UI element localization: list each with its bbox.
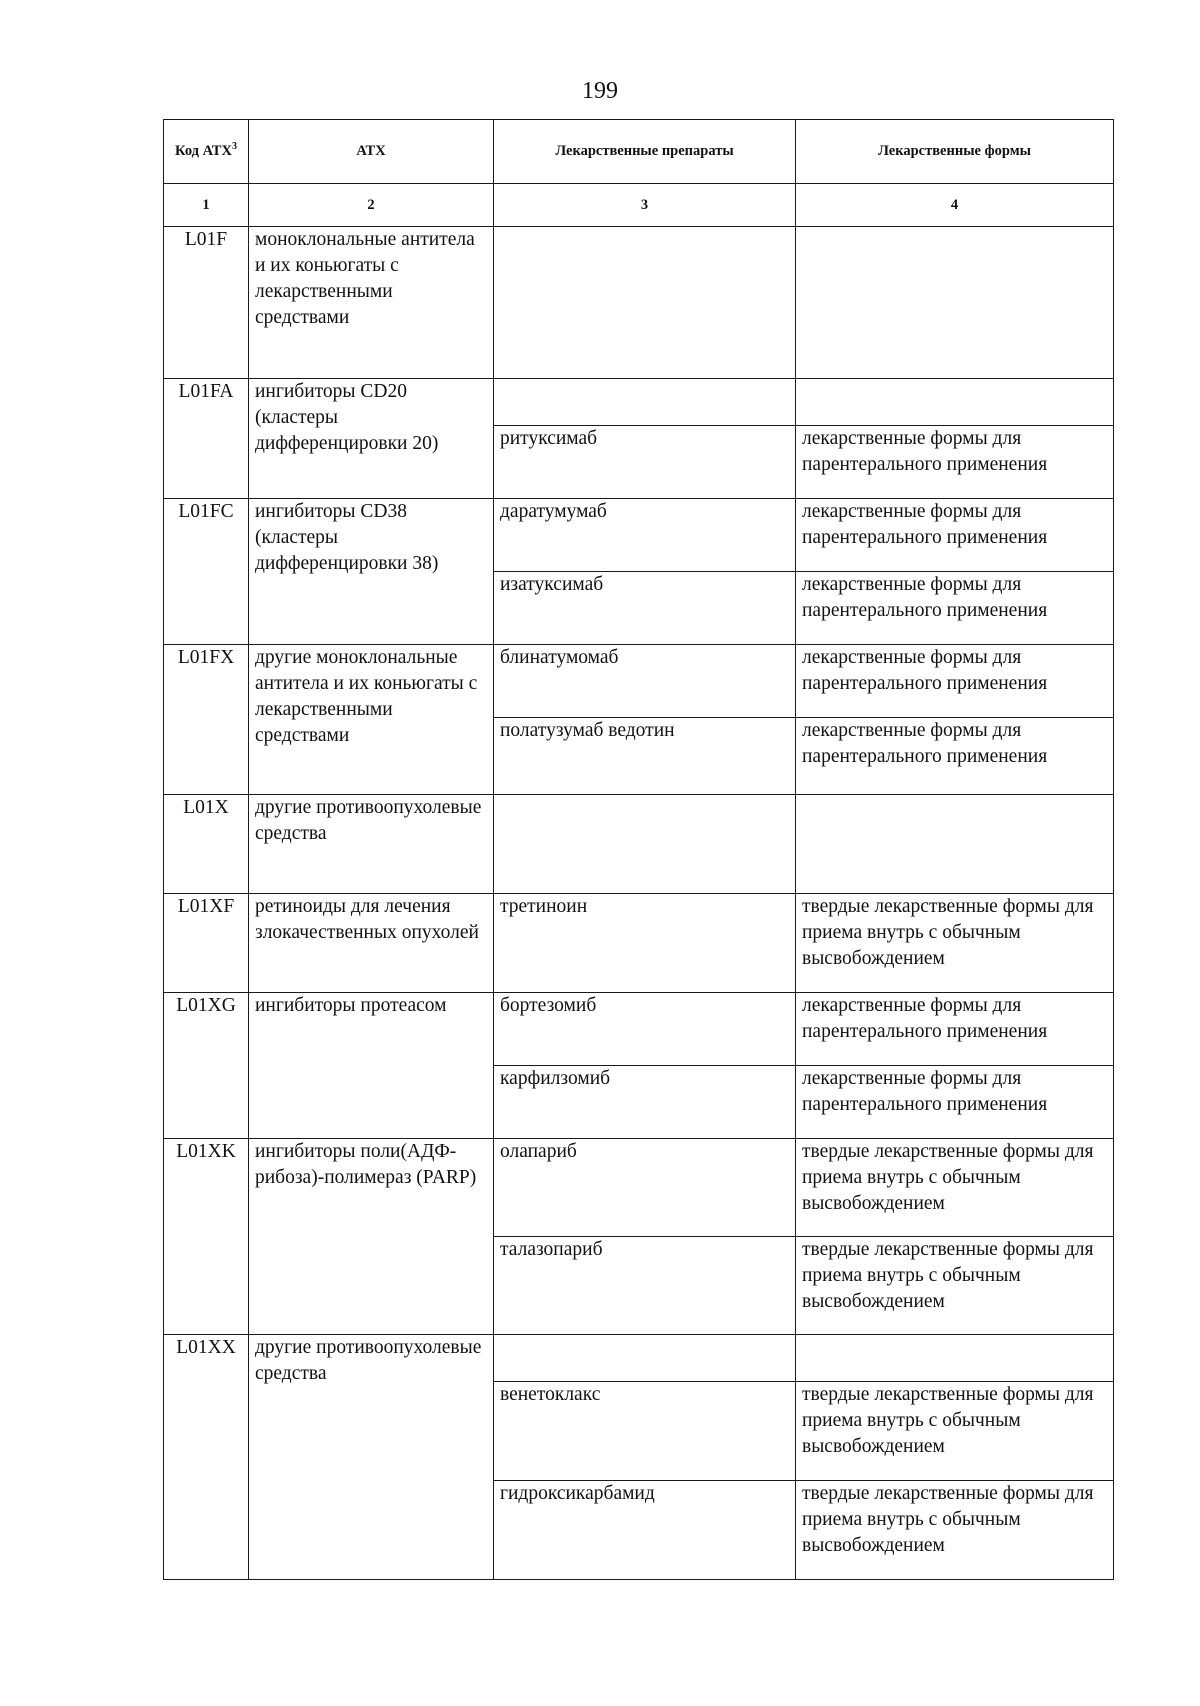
form-cell: лекарственные формы для парентерального применения (796, 499, 1114, 572)
drug-cell (494, 1335, 796, 1382)
atx-name-cell: другие моноклональные антитела и их коньюгаты с лекарственными средствами (249, 645, 494, 795)
drug-cell: ритуксимаб (494, 426, 796, 499)
header-atx: АТХ (249, 120, 494, 184)
form-cell (796, 227, 1114, 379)
form-cell: лекарственные формы для парентерального применения (796, 1066, 1114, 1139)
drug-cell (494, 227, 796, 379)
drug-cell: гидроксикарбамид (494, 1481, 796, 1580)
header-row (164, 120, 1114, 184)
drug-cell: даратумумаб (494, 499, 796, 572)
atx-name-cell: ретиноиды для лечения злокачественных опухолей (249, 894, 494, 993)
atx-code-cell: L01XK (164, 1139, 249, 1335)
table-row (164, 499, 1114, 572)
atx-code-cell: L01X (164, 795, 249, 894)
form-cell: лекарственные формы для парентерального применения (796, 645, 1114, 718)
form-cell: твердые лекарственные формы для приема внутрь с обычным высвобождением (796, 1382, 1114, 1481)
drug-cell: олапариб (494, 1139, 796, 1237)
header-code-footnote: 3 (231, 141, 237, 153)
drug-cell (494, 379, 796, 426)
page-number: 199 (582, 78, 618, 104)
drug-cell: бортезомиб (494, 993, 796, 1066)
drug-cell: изатуксимаб (494, 572, 796, 645)
atx-code-cell: L01FC (164, 499, 249, 645)
form-cell: твердые лекарственные формы для приема внутрь с обычным высвобождением (796, 1481, 1114, 1580)
header-code-text: Код АТХ (175, 143, 232, 159)
atx-table (163, 119, 1114, 1580)
form-cell: лекарственные формы для парентерального применения (796, 718, 1114, 795)
atx-name-cell: ингибиторы CD20 (кластеры дифференцировки 20) (249, 379, 494, 499)
column-number: 1 (164, 184, 249, 227)
column-number-row (164, 184, 1114, 227)
atx-code-cell: L01XG (164, 993, 249, 1139)
table-row (164, 227, 1114, 379)
drug-cell: полатузумаб ведотин (494, 718, 796, 795)
form-cell: лекарственные формы для парентерального применения (796, 572, 1114, 645)
table-row (164, 795, 1114, 894)
atx-name-cell: ингибиторы поли(АДФ-рибоза)-полимераз (PARP) (249, 1139, 494, 1335)
atx-code-cell: L01XF (164, 894, 249, 993)
form-cell: твердые лекарственные формы для приема внутрь с обычным высвобождением (796, 894, 1114, 993)
drug-cell: блинатумомаб (494, 645, 796, 718)
drug-cell: третиноин (494, 894, 796, 993)
drug-cell: талазопариб (494, 1237, 796, 1335)
form-cell: лекарственные формы для парентерального применения (796, 426, 1114, 499)
column-number: 3 (494, 184, 796, 227)
atx-name-cell: другие противоопухолевые средства (249, 1335, 494, 1580)
table-row (164, 993, 1114, 1066)
header-code (164, 120, 249, 184)
drug-cell: карфилзомиб (494, 1066, 796, 1139)
atx-code-cell: L01XX (164, 1335, 249, 1580)
atx-code-cell: L01F (164, 227, 249, 379)
header-forms: Лекарственные формы (796, 120, 1114, 184)
atx-name-cell: другие противоопухолевые средства (249, 795, 494, 894)
table-row (164, 1335, 1114, 1382)
form-cell (796, 795, 1114, 894)
header-drugs: Лекарственные препараты (494, 120, 796, 184)
atx-name-cell: ингибиторы CD38 (кластеры дифференцировки 38) (249, 499, 494, 645)
form-cell: лекарственные формы для парентерального применения (796, 993, 1114, 1066)
drug-cell: венетоклакс (494, 1382, 796, 1481)
form-cell (796, 1335, 1114, 1382)
drug-cell (494, 795, 796, 894)
table-row (164, 894, 1114, 993)
table-row (164, 1139, 1114, 1237)
atx-name-cell: моноклональные антитела и их коньюгаты с лекарственными средствами (249, 227, 494, 379)
atx-code-cell: L01FX (164, 645, 249, 795)
form-cell (796, 379, 1114, 426)
table-row (164, 379, 1114, 426)
table-row (164, 645, 1114, 718)
form-cell: твердые лекарственные формы для приема внутрь с обычным высвобождением (796, 1237, 1114, 1335)
form-cell: твердые лекарственные формы для приема внутрь с обычным высвобождением (796, 1139, 1114, 1237)
atx-code-cell: L01FA (164, 379, 249, 499)
column-number: 2 (249, 184, 494, 227)
column-number: 4 (796, 184, 1114, 227)
atx-name-cell: ингибиторы протеасом (249, 993, 494, 1139)
